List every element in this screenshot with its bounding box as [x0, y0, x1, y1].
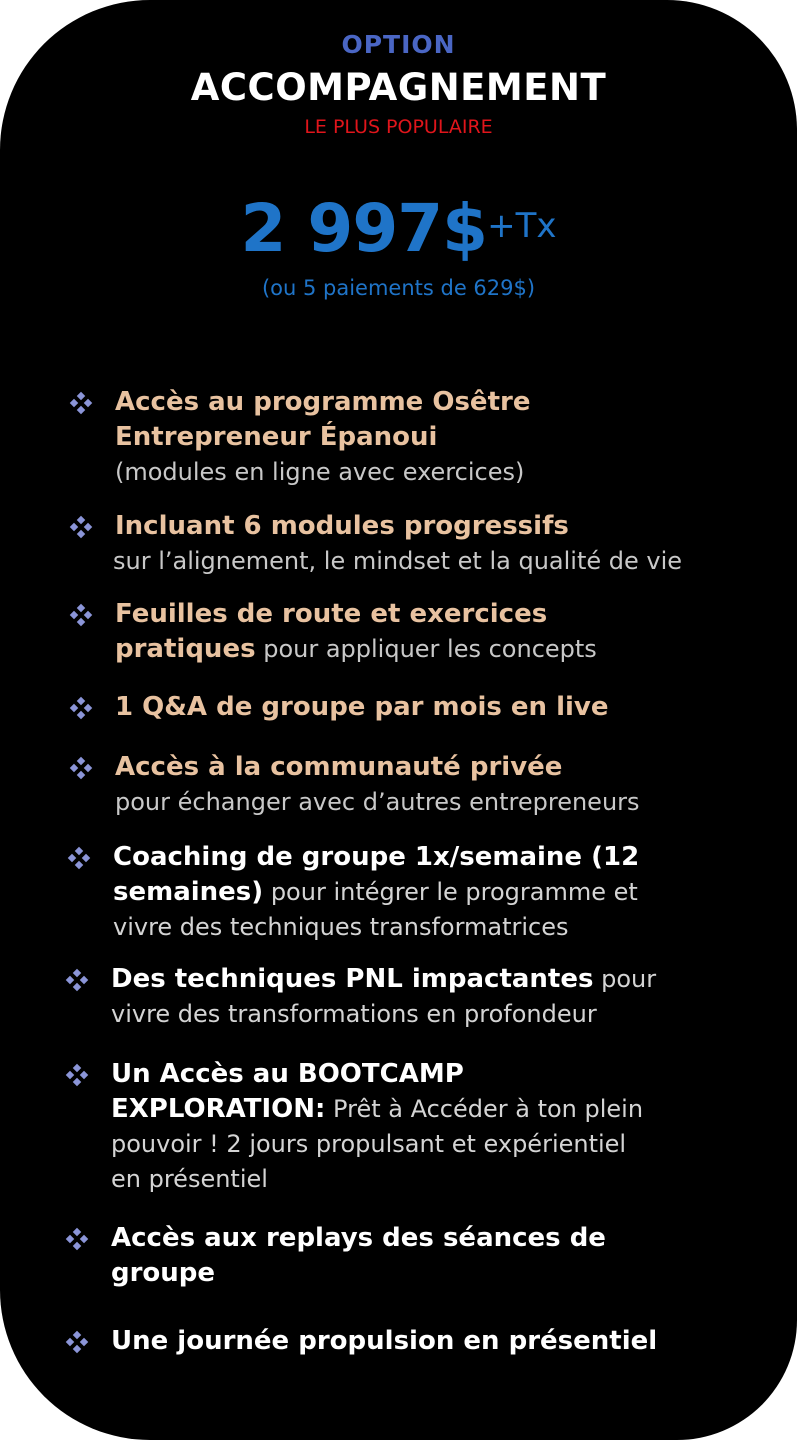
diamond-cluster-icon: [70, 604, 92, 626]
feature-desc: (modules en ligne avec exercices): [115, 458, 525, 486]
feature-title: Feuilles de route et exercices pratiques: [115, 599, 548, 664]
diamond-cluster-icon: [70, 516, 92, 538]
feature-title: Incluant 6 modules progressifs: [115, 511, 569, 541]
diamond-cluster-icon: [66, 1064, 88, 1086]
price-amount: 2 997$: [240, 190, 488, 267]
feature-desc: Prêt à Accéder à ton plein pouvoir ! 2 jours propulsant et expérientiel en présentiel: [111, 1095, 644, 1193]
price-installments: (ou 5 paiements de 629$): [261, 276, 536, 300]
diamond-cluster-icon: [70, 697, 92, 719]
feature-title: Une journée propulsion en présentiel: [111, 1326, 658, 1356]
popular-badge: LE PLUS POPULAIRE: [304, 116, 493, 138]
feature-title: Accès à la communauté privée: [115, 752, 563, 782]
option-label: OPTION: [341, 30, 456, 59]
feature-desc: pour échanger avec d’autres entrepreneurs: [115, 788, 640, 816]
feature-desc: sur l’alignement, le mindset et la qualité de vie: [113, 547, 683, 575]
feature-title: Accès au programme Osêtre Entrepreneur Épanoui: [115, 387, 531, 452]
diamond-cluster-icon: [66, 1228, 88, 1250]
feature-title: Accès aux replays des séances de groupe: [111, 1223, 606, 1288]
diamond-cluster-icon: [70, 392, 92, 414]
diamond-cluster-icon: [68, 847, 90, 869]
feature-desc: pour intégrer le programme et vivre des techniques transformatrices: [113, 878, 638, 941]
feature-desc: pour appliquer les concepts: [263, 635, 597, 663]
feature-desc: pour vivre des transformations en profondeur: [111, 965, 657, 1028]
feature-title: Coaching de groupe 1x/semaine (12 semaines): [113, 842, 640, 907]
feature-title: Des techniques PNL impactantes: [111, 964, 594, 994]
diamond-cluster-icon: [70, 757, 92, 779]
plan-title: ACCOMPAGNEMENT: [190, 66, 607, 109]
price-tax: +Tx: [487, 206, 557, 246]
diamond-cluster-icon: [66, 969, 88, 991]
feature-title: Un Accès au BOOTCAMP EXPLORATION:: [111, 1059, 464, 1124]
feature-title: 1 Q&A de groupe par mois en live: [115, 692, 609, 722]
diamond-cluster-icon: [66, 1331, 88, 1353]
